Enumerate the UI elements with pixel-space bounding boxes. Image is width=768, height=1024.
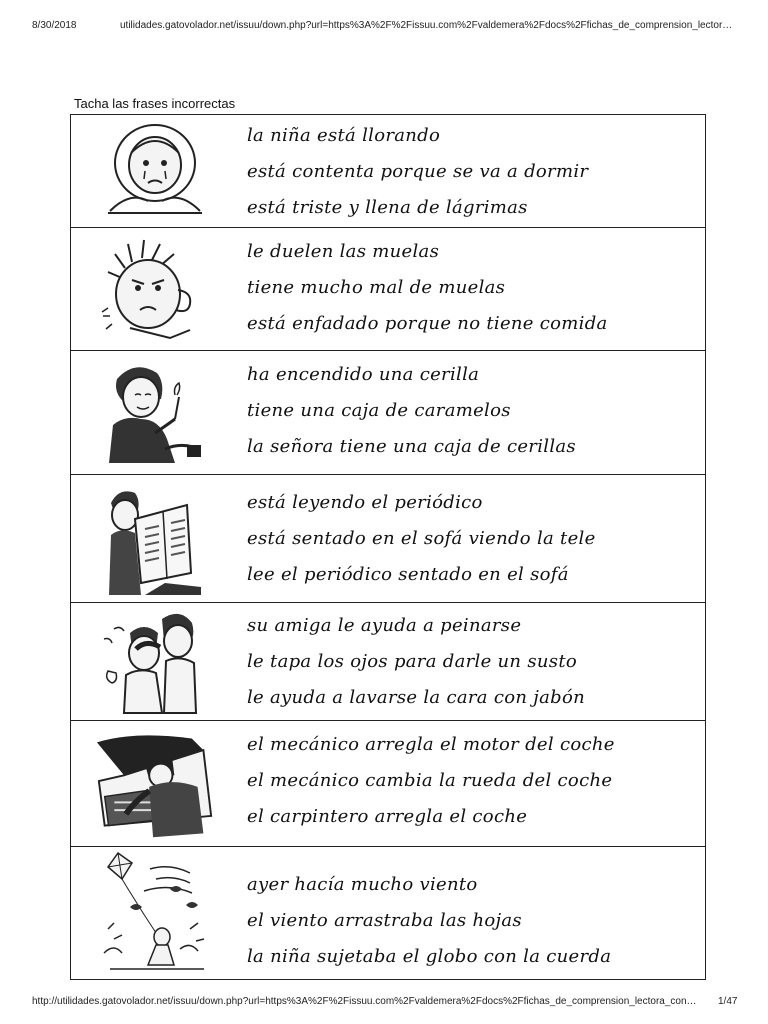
- crying-girl-illustration: [95, 121, 215, 221]
- print-header-url: utilidades.gatovolador.net/issuu/down.php?url=https%3A%2F%2Fissuu.com%2Fvaldemera%2Fdocs%2Ffichas_de_comprension_lector…: [120, 20, 733, 31]
- worksheet-instruction: Tacha las frases incorrectas: [74, 96, 236, 111]
- crying-girl-icon: [100, 121, 210, 221]
- sentence[interactable]: el mecánico arregla el motor del coche: [247, 734, 615, 755]
- sentence[interactable]: el viento arrastraba las hojas: [247, 910, 522, 931]
- exercise-row: [71, 115, 705, 228]
- worksheet-table: [70, 114, 706, 980]
- sentence[interactable]: la niña está llorando: [247, 125, 441, 146]
- exercise-row: [71, 603, 705, 721]
- sentence-list: [247, 867, 693, 975]
- print-date: 8/30/2018: [32, 20, 77, 31]
- girl-with-kite-wind-icon: [100, 849, 210, 977]
- sentence-list: [247, 118, 693, 226]
- sentence-list: [247, 357, 693, 465]
- sentence[interactable]: le duelen las muelas: [247, 241, 440, 262]
- sentence-list: [247, 727, 693, 835]
- sentence[interactable]: le ayuda a lavarse la cara con jabón: [247, 687, 586, 708]
- girls-covering-eyes-illustration: [95, 609, 215, 715]
- exercise-row: [71, 475, 705, 603]
- print-footer-url: http://utilidades.gatovolador.net/issuu/down.php?url=https%3A%2F%2Fissuu.com%2Fvaldemera%2Fdocs%2Ffichas_de_comprension_lectora_con…: [32, 996, 697, 1007]
- sentence[interactable]: su amiga le ayuda a peinarse: [247, 615, 522, 636]
- sentence[interactable]: está triste y llena de lágrimas: [247, 197, 528, 218]
- girl-with-kite-wind-illustration: [95, 849, 215, 977]
- toothache-boy-illustration: [95, 238, 215, 342]
- man-reading-newspaper-illustration: [95, 483, 215, 597]
- exercise-row: [71, 721, 705, 847]
- sentence[interactable]: tiene una caja de caramelos: [247, 400, 511, 421]
- sentence[interactable]: está sentado en el sofá viendo la tele: [247, 528, 596, 549]
- sentence[interactable]: está leyendo el periódico: [247, 492, 483, 513]
- girls-covering-eyes-icon: [100, 609, 210, 715]
- sentence[interactable]: tiene mucho mal de muelas: [247, 277, 506, 298]
- exercise-row: [71, 228, 705, 351]
- page-number: 1/47: [718, 996, 738, 1007]
- sentence[interactable]: está contenta porque se va a dormir: [247, 161, 589, 182]
- sentence[interactable]: está enfadado porque no tiene comida: [247, 313, 608, 334]
- sentence[interactable]: la niña sujetaba el globo con la cuerda: [247, 946, 612, 967]
- man-reading-newspaper-icon: [105, 483, 205, 597]
- sentence-list: [247, 234, 693, 342]
- sentence[interactable]: la señora tiene una caja de cerillas: [247, 436, 576, 457]
- exercise-row: [71, 351, 705, 475]
- woman-lighting-match-icon: [95, 359, 215, 467]
- sentence[interactable]: el mecánico cambia la rueda del coche: [247, 770, 613, 791]
- sentence[interactable]: le tapa los ojos para darle un susto: [247, 651, 577, 672]
- mechanic-car-engine-illustration: [95, 727, 215, 841]
- sentence-list: [247, 608, 693, 716]
- mechanic-car-engine-icon: [95, 727, 215, 841]
- woman-lighting-match-illustration: [95, 359, 215, 467]
- sentence[interactable]: lee el periódico sentado en el sofá: [247, 564, 569, 585]
- sentence[interactable]: ha encendido una cerilla: [247, 364, 480, 385]
- sentence[interactable]: ayer hacía mucho viento: [247, 874, 478, 895]
- exercise-row: [71, 847, 705, 979]
- sentence[interactable]: el carpintero arregla el coche: [247, 806, 528, 827]
- sentence-list: [247, 485, 693, 593]
- toothache-boy-icon: [100, 238, 210, 342]
